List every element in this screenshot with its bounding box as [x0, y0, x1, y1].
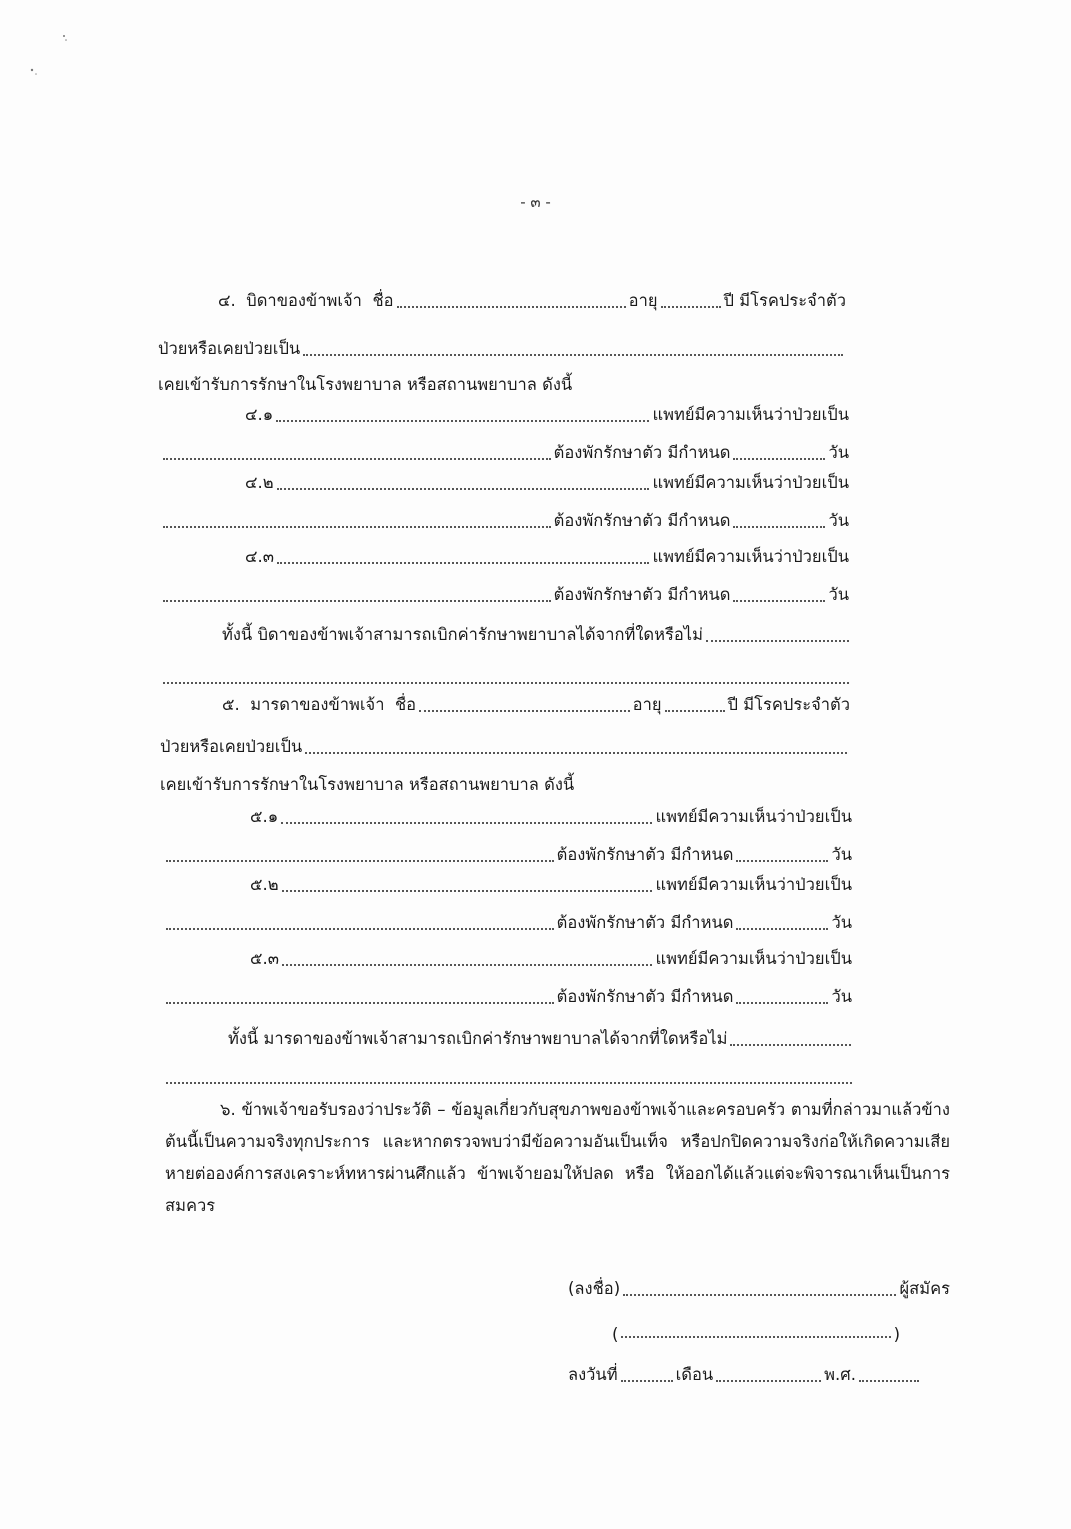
s5-1-period-label: มีกำหนด — [670, 845, 734, 864]
s5-1-doctor-label: แพทย์มีความเห็นว่าป่วยเป็น — [655, 807, 852, 826]
s4-father-name-field[interactable] — [397, 306, 626, 308]
s4-2-number: ๔.๒ — [245, 473, 274, 492]
s4-3-hospital-field[interactable] — [277, 562, 649, 564]
s4-ill-line — [158, 336, 846, 362]
s4-2-day-label: วัน — [828, 511, 849, 530]
close-paren: ) — [893, 1325, 900, 1344]
s5-chronic-label: มีโรคประจำตัว — [743, 695, 850, 714]
printed-name-line — [612, 1318, 900, 1344]
s5-3-doctor-label: แพทย์มีความเห็นว่าป่วยเป็น — [655, 949, 852, 968]
s4-1-diagnosis-field[interactable] — [163, 458, 551, 460]
s5-3-days-field[interactable] — [736, 1002, 828, 1004]
s4-1-number: ๔.๑ — [245, 405, 274, 424]
s4-reimburse-field[interactable] — [706, 640, 849, 642]
s4-hospital-label: เคยเข้ารับการรักษาในโรงพยาบาล หรือสถานพยาบาล ดังนี้ — [158, 375, 573, 394]
signature-field[interactable] — [623, 1294, 896, 1296]
s5-ill-line — [160, 734, 850, 760]
s5-item-number: ๕. — [222, 695, 240, 714]
s5-2-hospital-field[interactable] — [282, 890, 653, 892]
s5-reimburse-cont-field[interactable] — [166, 1082, 852, 1084]
s5-reimburse-field[interactable] — [730, 1044, 851, 1046]
s5-reimburse-cont-line — [163, 1064, 855, 1090]
s5-1-hospital-field[interactable] — [281, 822, 652, 824]
s5-2-doctor-label: แพทย์มีความเห็นว่าป่วยเป็น — [655, 875, 852, 894]
s4-2-days-field[interactable] — [733, 526, 825, 528]
s4-father-line — [218, 288, 846, 314]
s5-mother-name-field[interactable] — [419, 710, 630, 712]
s4-reimburse-cont-field[interactable] — [163, 682, 849, 684]
sign-label: (ลงชื่อ) — [568, 1279, 621, 1298]
s4-age-field[interactable] — [661, 306, 721, 308]
day-field[interactable] — [621, 1380, 673, 1382]
s5-3-doctor-line — [250, 946, 852, 972]
s4-3-diagnosis-field[interactable] — [163, 600, 551, 602]
s5-reimburse-line — [228, 1026, 854, 1052]
date-label: ลงวันที่ — [568, 1365, 618, 1384]
s4-chronic-label: มีโรคประจำตัว — [739, 291, 846, 310]
s4-age-label: อายุ — [628, 291, 658, 310]
s5-3-rest-line — [163, 984, 852, 1010]
s4-3-doctor-line — [245, 544, 849, 570]
s4-3-rest-line — [160, 582, 849, 608]
s4-1-doctor-line — [245, 402, 849, 428]
page-number: - ๓ - — [520, 193, 551, 211]
printed-name-field[interactable] — [621, 1336, 890, 1338]
s4-3-day-label: วัน — [828, 585, 849, 604]
s5-mother-label: มารดาของข้าพเจ้า — [250, 695, 385, 714]
s5-3-hospital-field[interactable] — [282, 964, 652, 966]
s4-2-rest-line — [160, 508, 849, 534]
signature-line — [568, 1276, 950, 1302]
s5-age-field[interactable] — [665, 710, 725, 712]
year-field[interactable] — [859, 1380, 919, 1382]
scan-specks — [20, 28, 70, 78]
s5-2-diagnosis-field[interactable] — [166, 928, 554, 930]
date-line — [568, 1362, 922, 1388]
s4-name-label: ชื่อ — [372, 291, 394, 310]
month-field[interactable] — [716, 1380, 821, 1382]
s5-2-number: ๕.๒ — [250, 875, 279, 894]
s4-ill-label: ป่วยหรือเคยป่วยเป็น — [158, 339, 301, 358]
s4-item-number: ๔. — [218, 291, 236, 310]
month-label: เดือน — [675, 1365, 714, 1384]
s5-3-period-label: มีกำหนด — [670, 987, 734, 1006]
s5-ill-field[interactable] — [305, 752, 847, 754]
s4-1-rest-label: ต้องพักรักษาตัว — [553, 443, 663, 462]
s5-hospital-line — [160, 772, 850, 798]
s5-1-diagnosis-field[interactable] — [166, 860, 554, 862]
s5-hospital-label: เคยเข้ารับการรักษาในโรงพยาบาล หรือสถานพยาบาล ดังนี้ — [160, 775, 575, 794]
applicant-label: ผู้สมัคร — [899, 1279, 950, 1298]
s5-3-diagnosis-field[interactable] — [166, 1002, 554, 1004]
s4-father-label: บิดาของข้าพเจ้า — [246, 291, 362, 310]
s4-ill-field[interactable] — [303, 354, 843, 356]
s5-age-label: อายุ — [632, 695, 662, 714]
s4-years-label: ปี — [723, 291, 734, 310]
s4-1-hospital-field[interactable] — [276, 420, 649, 422]
s4-reimburse-label: ทั้งนี้ บิดาของข้าพเจ้าสามารถเบิกค่ารักษาพยาบาลได้จากที่ใดหรือไม่ — [222, 625, 703, 644]
s5-3-rest-label: ต้องพักรักษาตัว — [556, 987, 666, 1006]
s5-reimburse-label: ทั้งนี้ มารดาของข้าพเจ้าสามารถเบิกค่ารักษาพยาบาลได้จากที่ใดหรือไม่ — [228, 1029, 728, 1048]
s4-1-day-label: วัน — [828, 443, 849, 462]
year-label: พ.ศ. — [824, 1365, 856, 1384]
s5-1-doctor-line — [250, 804, 852, 830]
s5-2-rest-line — [163, 910, 852, 936]
s5-2-rest-label: ต้องพักรักษาตัว — [556, 913, 666, 932]
s5-years-label: ปี — [727, 695, 738, 714]
s4-reimburse-line — [222, 622, 852, 648]
s4-3-period-label: มีกำหนด — [667, 585, 731, 604]
s5-2-day-label: วัน — [831, 913, 852, 932]
s4-2-doctor-line — [245, 470, 849, 496]
s5-1-days-field[interactable] — [736, 860, 828, 862]
s4-3-doctor-label: แพทย์มีความเห็นว่าป่วยเป็น — [652, 547, 849, 566]
s4-hospital-line — [158, 372, 846, 398]
s5-name-label: ชื่อ — [394, 695, 417, 714]
s5-1-number: ๕.๑ — [250, 807, 279, 826]
s5-3-number: ๕.๓ — [250, 949, 280, 968]
s5-2-days-field[interactable] — [736, 928, 828, 930]
s4-1-period-label: มีกำหนด — [667, 443, 731, 462]
s4-1-doctor-label: แพทย์มีความเห็นว่าป่วยเป็น — [652, 405, 849, 424]
s5-1-rest-line — [163, 842, 852, 868]
s4-2-hospital-field[interactable] — [277, 488, 650, 490]
open-paren: ( — [612, 1325, 619, 1344]
s5-3-day-label: วัน — [831, 987, 852, 1006]
s5-1-day-label: วัน — [831, 845, 852, 864]
s4-1-days-field[interactable] — [733, 458, 825, 460]
s4-1-rest-line — [160, 440, 849, 466]
s5-ill-label: ป่วยหรือเคยป่วยเป็น — [160, 737, 303, 756]
s4-3-rest-label: ต้องพักรักษาตัว — [553, 585, 663, 604]
s4-2-doctor-label: แพทย์มีความเห็นว่าป่วยเป็น — [652, 473, 849, 492]
s5-mother-line — [222, 692, 850, 718]
s4-reimburse-cont-line — [160, 664, 852, 690]
s5-2-period-label: มีกำหนด — [670, 913, 734, 932]
s4-3-days-field[interactable] — [733, 600, 825, 602]
s4-3-number: ๔.๓ — [245, 547, 275, 566]
s4-2-rest-label: ต้องพักรักษาตัว — [553, 511, 663, 530]
s6-certification-text: ๖. ข้าพเจ้าขอรับรองว่าประวัติ – ข้อมูลเกี่ยวกับสุขภาพของข้าพเจ้าและครอบครัว ตามที่กล่าวมาแล้วข้างต้นนี้เป็นความจริงทุกประการ และหากตรวจพบว่ามีข้อความอันเป็นเท็จ หรือปกปิดความจริงก่อให้เกิดความเสียหายต่อองค์การสงเคราะห์ทหารผ่านศึกแล้ว ข้าพเจ้ายอมให้ปลด หรือ ให้ออกได้แล้วแต่จะพิจารณาเห็นเป็นการสมควร — [165, 1100, 950, 1215]
s5-1-rest-label: ต้องพักรักษาตัว — [556, 845, 666, 864]
s5-2-doctor-line — [250, 872, 852, 898]
s6-certification-paragraph — [165, 1094, 950, 1222]
s4-2-period-label: มีกำหนด — [667, 511, 731, 530]
s4-2-diagnosis-field[interactable] — [163, 526, 551, 528]
